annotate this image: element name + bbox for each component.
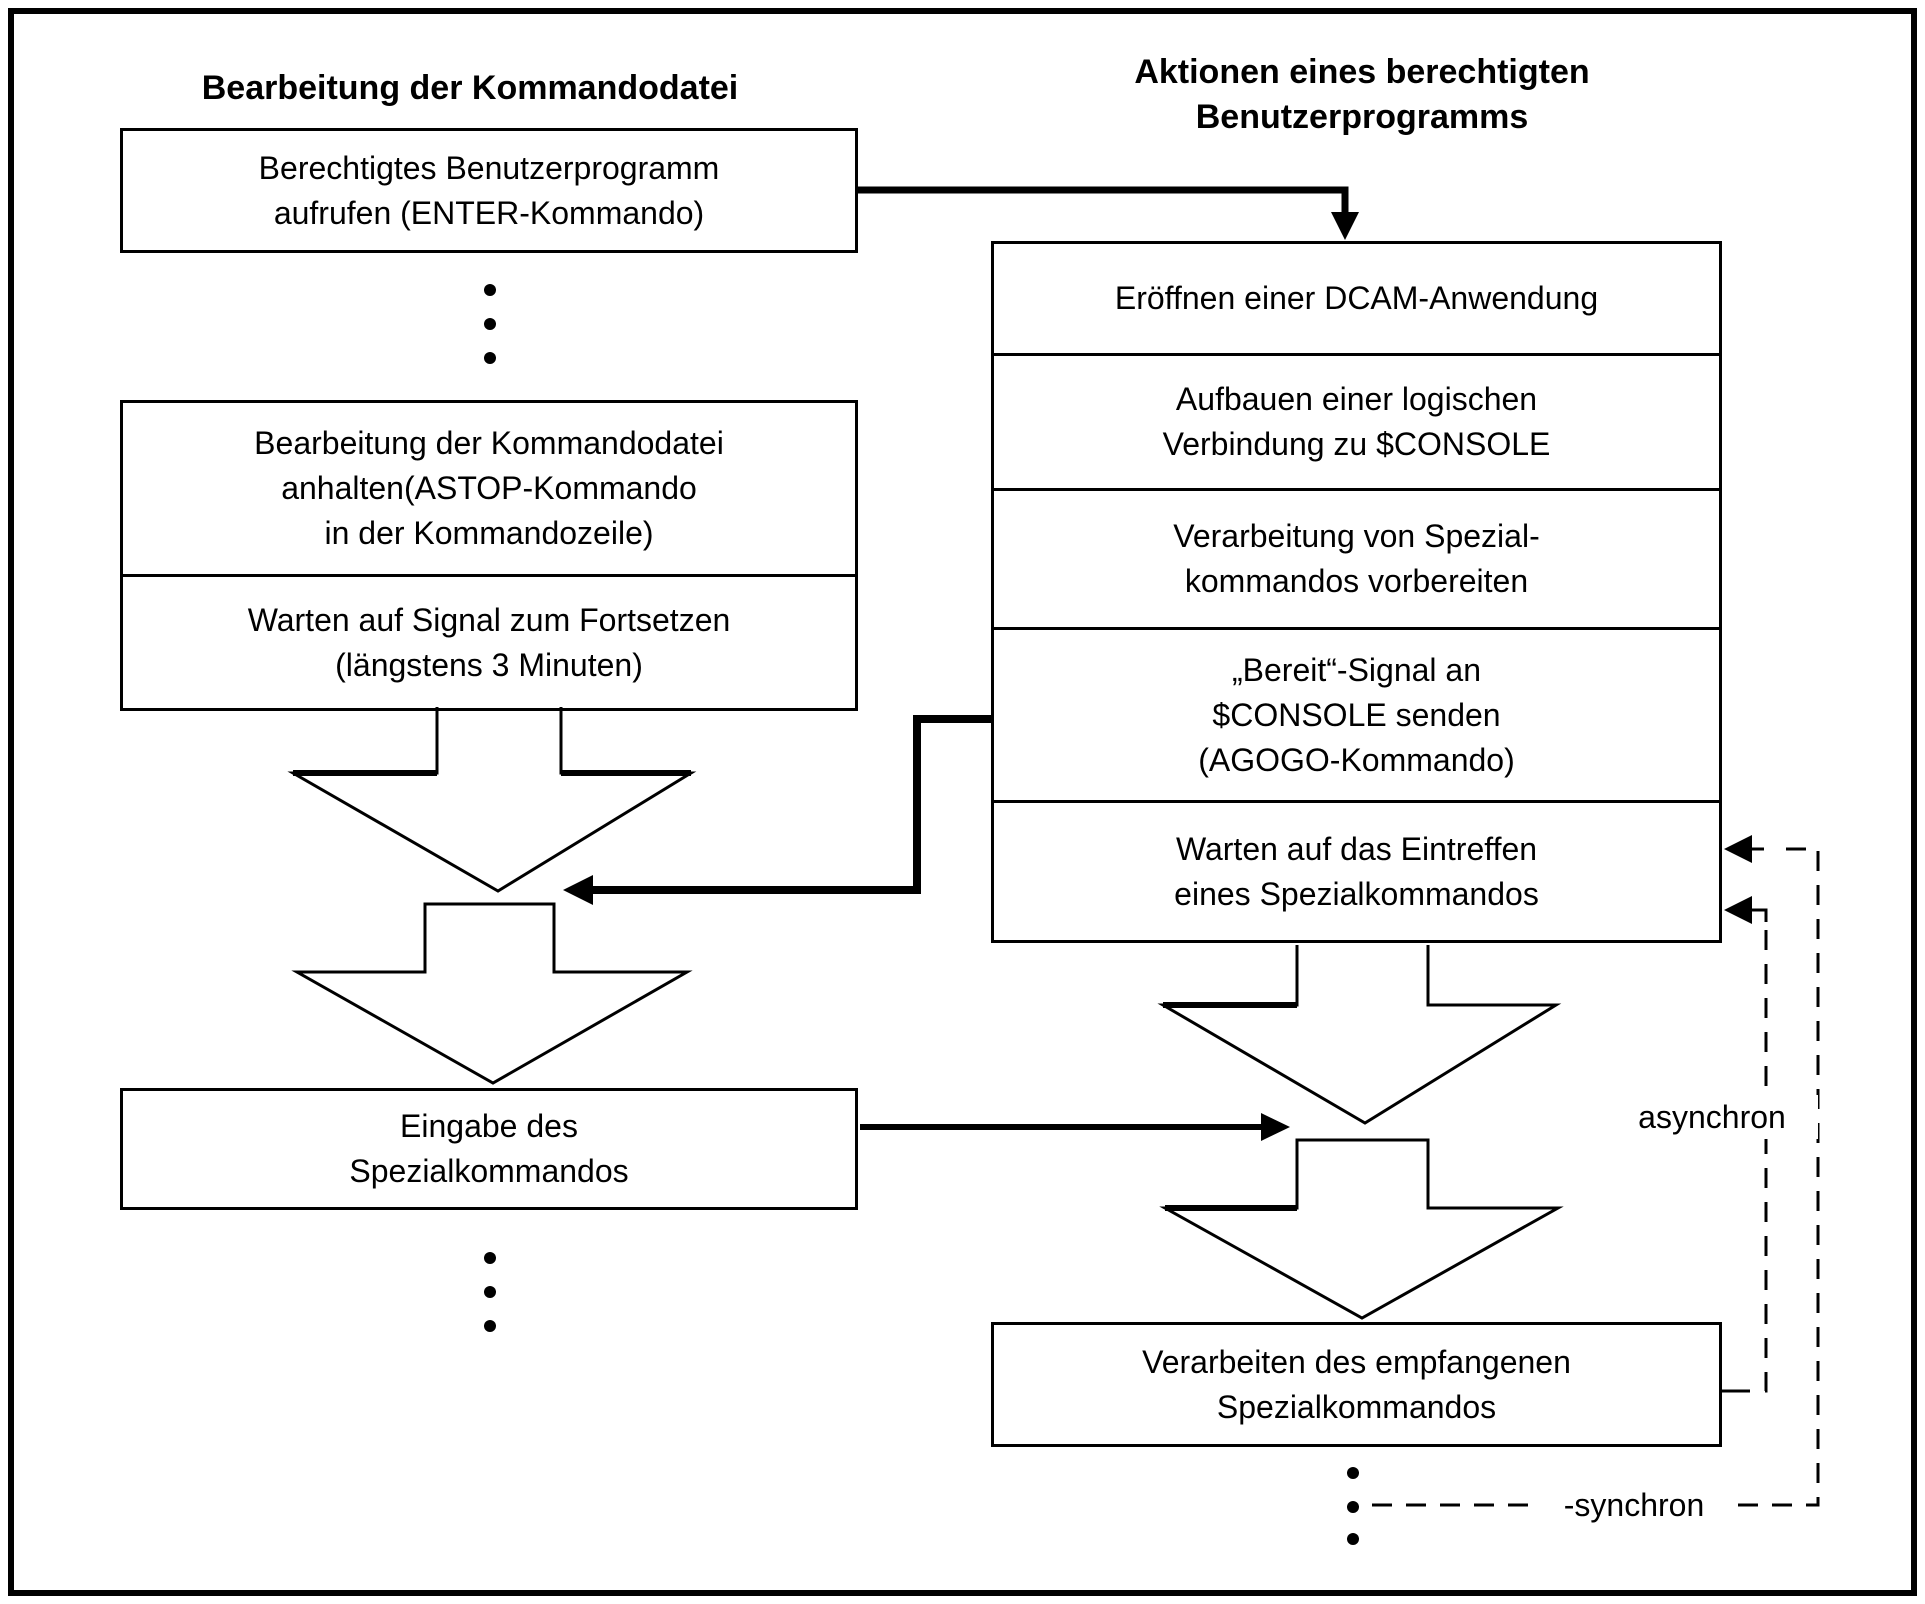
box-stop-line1: Bearbeitung der Kommandodatei — [254, 425, 724, 461]
box-input-line2: Spezialkommandos — [349, 1153, 629, 1189]
label-asynchron: asynchron — [1606, 1095, 1818, 1139]
hollow-arrow-right-1 — [1163, 945, 1556, 1123]
ellipsis-dots-right-bottom — [1347, 1467, 1359, 1545]
hollow-arrow-right-2 — [1165, 1140, 1558, 1318]
box-wait-line2: (längstens 3 Minuten) — [335, 646, 643, 683]
dashed-line-asynchron-inner — [1722, 896, 1766, 1391]
box-call-program-line1: Berechtigtes Benutzerprogramm — [258, 149, 720, 186]
box-connect-line2: Verbindung zu $CONSOLE — [1162, 426, 1551, 462]
ellipsis-dots-left-bottom — [484, 1252, 496, 1332]
hollow-arrow-left-1 — [293, 707, 691, 891]
box-stop-line3: in der Kommandozeile) — [324, 515, 654, 551]
box-prepare-line2: kommandos vorbereiten — [1184, 563, 1529, 599]
box-connect-line1: Aufbauen einer logischen — [1175, 381, 1538, 417]
label-synchron: -synchron — [1538, 1483, 1730, 1527]
box-input-line1: Eingabe des — [400, 1108, 578, 1144]
left-column-header: Bearbeitung der Kommandodatei — [201, 69, 739, 107]
box-ready-line3: (AGOGO-Kommando) — [1198, 741, 1515, 778]
arrow-enter-to-stack — [858, 190, 1359, 240]
box-ready-line1: „Bereit“-Signal an — [1232, 651, 1481, 688]
dashed-line-asynchron-outer — [1724, 835, 1818, 1505]
box-ready-line2: $CONSOLE senden — [1212, 696, 1501, 733]
box-prepare-line1: Verarbeitung von Spezial- — [1173, 518, 1540, 554]
box-open-dcam-line1: Eröffnen einer DCAM-Anwendung — [1114, 280, 1599, 316]
box-process-line2: Spezialkommandos — [1216, 1388, 1497, 1425]
box-call-program-line2: aufrufen (ENTER-Kommando) — [273, 194, 705, 231]
ellipsis-dots-left-top — [484, 284, 496, 364]
box-waitcmd-line2: eines Spezialkommandos — [1174, 875, 1539, 912]
hollow-arrow-left-2 — [297, 904, 687, 1083]
box-stop-line2: anhalten(ASTOP-Kommando — [281, 470, 697, 506]
box-wait-line1: Warten auf Signal zum Fortsetzen — [247, 601, 731, 638]
right-column-header-line1: Aktionen eines berechtigten — [1134, 53, 1590, 91]
arrow-input-to-right — [860, 1113, 1290, 1141]
box-process-line1: Verarbeiten des empfangenen — [1142, 1343, 1571, 1380]
box-waitcmd-line1: Warten auf das Eintreffen — [1175, 830, 1538, 867]
right-column-header-line2: Benutzerprogramms — [1195, 98, 1529, 136]
